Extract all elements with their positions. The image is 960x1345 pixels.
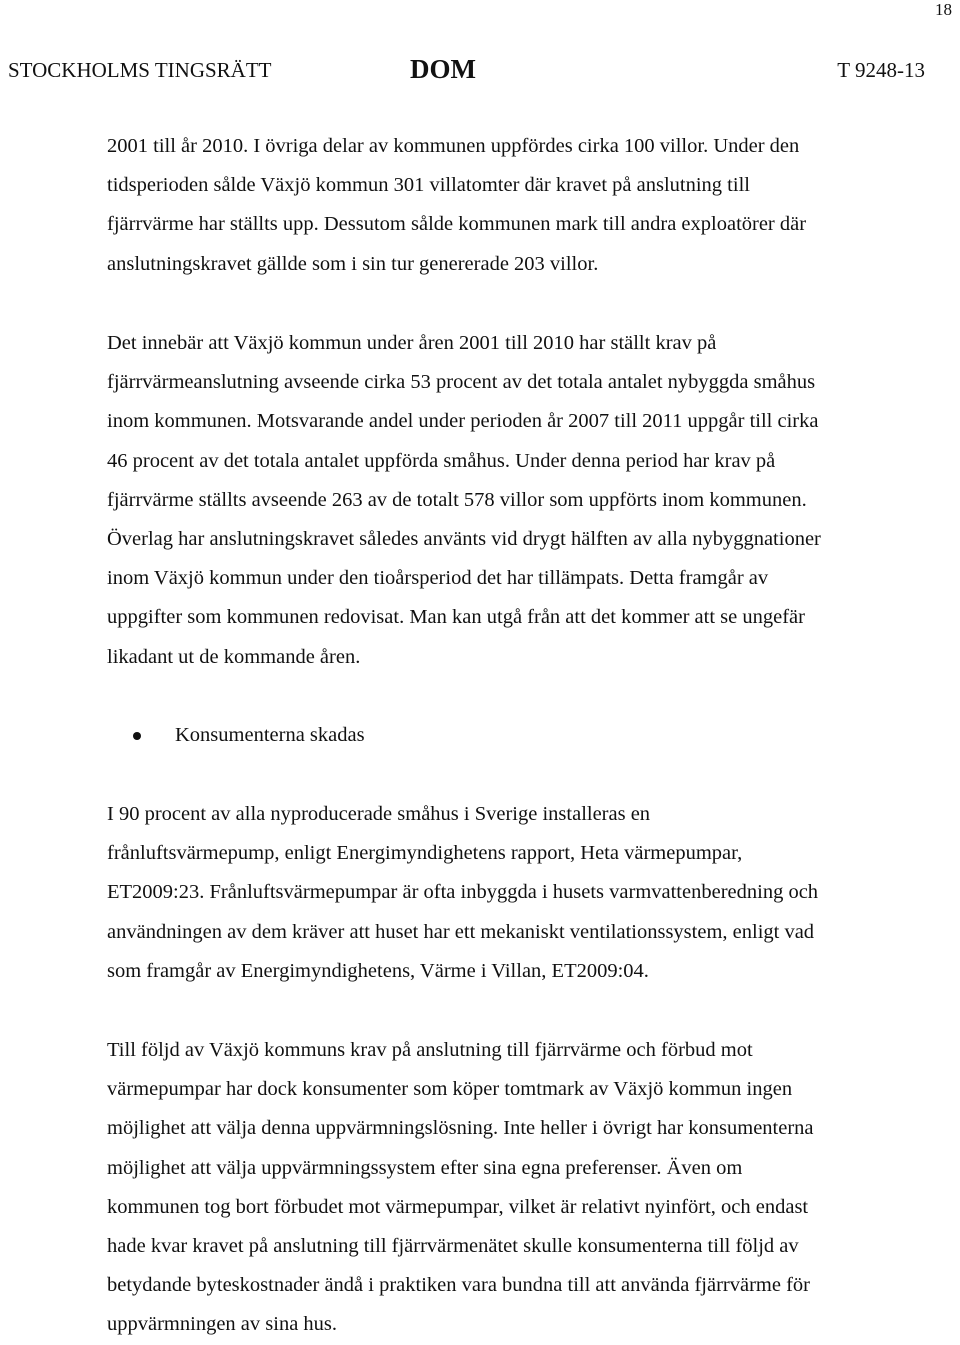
paragraph-line: betydande byteskostnader ändå i praktiken vara bundna till att använda fjärrvärme för (107, 1274, 810, 1297)
paragraph-line: ET2009:23. Frånluftsvärmepumpar är ofta inbyggda i husets varmvattenberedning och (107, 881, 819, 904)
paragraph-line: likadant ut de kommande åren. (107, 645, 361, 668)
page-number: 18 (935, 0, 952, 19)
paragraph-line: fjärrvärmeanslutning avseende cirka 53 procent av det totala antalet nybyggda småhus (107, 371, 816, 394)
paragraph-2 (107, 324, 907, 677)
paragraph-line: 2001 till år 2010. I övriga delar av kommunen uppfördes cirka 100 villor. Under den (107, 135, 800, 157)
paragraph-line: anslutningskravet gällde som i sin tur genererade 203 villor. (107, 252, 599, 275)
document-header (0, 54, 960, 86)
case-number: T 9248-13 (837, 58, 925, 82)
paragraph-line: användningen av dem kräver att huset har ett mekaniskt ventilationssystem, enligt vad (107, 920, 815, 943)
paragraph-line: fjärrvärme ställts avseende 263 av de totalt 578 villor som uppförts inom kommunen. (107, 488, 807, 511)
bullet-dot-icon (133, 732, 141, 740)
paragraph-line: värmepumpar har dock konsumenter som köper tomtmark av Växjö kommun ingen (107, 1078, 793, 1101)
paragraph-line: Till följd av Växjö kommuns krav på anslutning till fjärrvärme och förbud mot (107, 1039, 753, 1061)
paragraph-line: hade kvar kravet på anslutning till fjärrvärmenätet skulle konsumenterna till följd av (107, 1235, 799, 1258)
paragraph-line: Överlag har anslutningskravet således använts vid drygt hälften av alla nybyggnationer (107, 528, 821, 551)
court-name: STOCKHOLMS TINGSRÄTT (8, 58, 272, 82)
paragraph-line: frånluftsvärmepump, enligt Energimyndighetens rapport, Heta värmepumpar, (107, 842, 743, 865)
bullet-text: Konsumenterna skadas (175, 724, 365, 746)
paragraph-line: möjlighet att välja uppvärmningssystem efter sina egna preferenser. Även om (107, 1156, 743, 1179)
paragraph-line: uppvärmningen av sina hus. (107, 1313, 338, 1336)
paragraph-1 (107, 127, 907, 284)
paragraph-line: Det innebär att Växjö kommun under åren 2001 till 2010 har ställt krav på (107, 332, 717, 354)
paragraph-3 (107, 795, 907, 991)
document-type: DOM (410, 54, 476, 84)
paragraph-line: möjlighet att välja denna uppvärmningslösning. Inte heller i övrigt har konsumenterna (107, 1117, 814, 1140)
paragraph-line: kommunen tog bort förbudet mot värmepumpar, vilket är relativt nyinfört, och endast (107, 1195, 809, 1218)
paragraph-line: inom Växjö kommun under den tioårsperiod det har tillämpats. Detta framgår av (107, 567, 769, 590)
paragraph-line: I 90 procent av alla nyproducerade småhus i Sverige installeras en (107, 803, 651, 825)
paragraph-line: som framgår av Energimyndighetens, Värme i Villan, ET2009:04. (107, 959, 649, 982)
paragraph-4 (107, 1031, 907, 1345)
paragraph-line: uppgifter som kommunen redovisat. Man kan utgå från att det kommer att se ungefär (107, 606, 805, 629)
paragraph-line: fjärrvärme har ställts upp. Dessutom sålde kommunen mark till andra exploatörer där (107, 213, 807, 236)
paragraph-line: 46 procent av det totala antalet uppförda småhus. Under denna period har krav på (107, 449, 776, 472)
paragraph-line: tidsperioden sålde Växjö kommun 301 villatomter där kravet på anslutning till (107, 174, 750, 197)
paragraph-line: inom kommunen. Motsvarande andel under perioden år 2007 till 2011 uppgår till cirka (107, 410, 819, 433)
